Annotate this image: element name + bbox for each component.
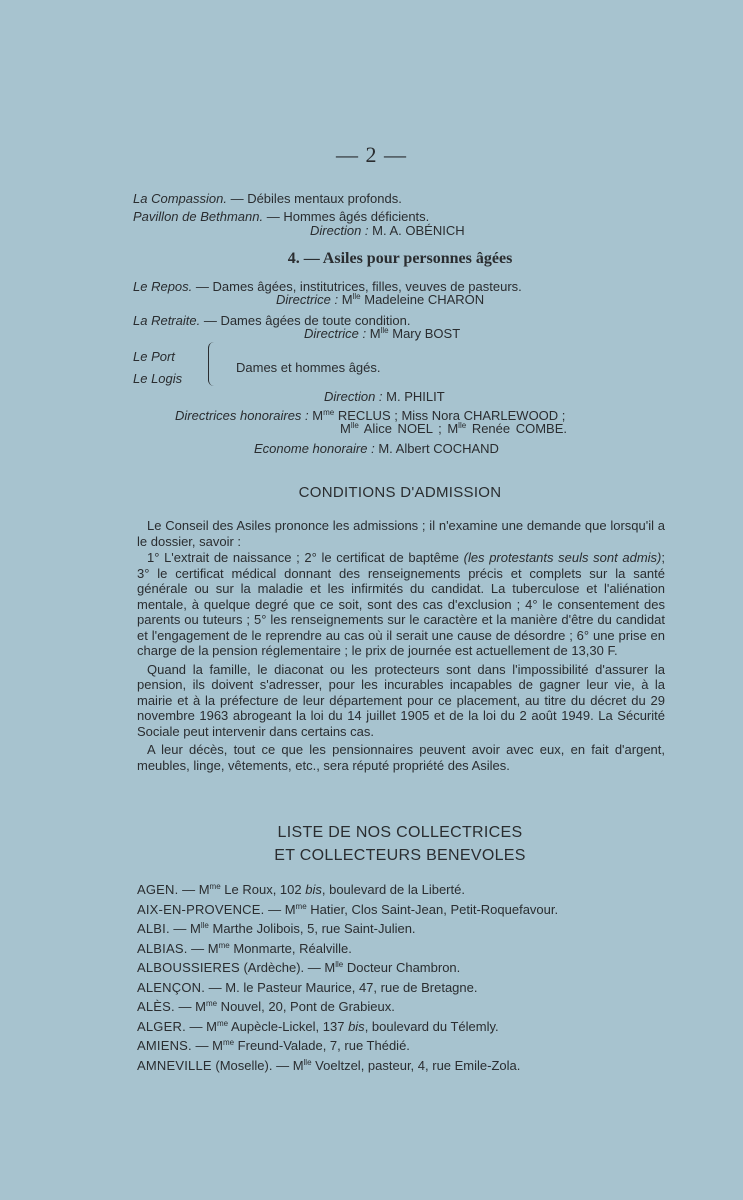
list-item-title-sup: lle [303, 1057, 312, 1067]
list-item-text: Nouvel, 20, Pont de Grabieux. [217, 999, 395, 1014]
bethmann-desc: — Hommes âgés déficients. [266, 209, 430, 224]
collector-list [137, 880, 558, 1075]
repos-title-sup: lle [352, 292, 361, 301]
list-item-title: M [212, 1038, 223, 1053]
list-item-city: AGEN. [137, 882, 179, 897]
repos-name: Le Repos. [133, 279, 193, 294]
list-item-text: Freund-Valade, 7, rue Thédié. [234, 1038, 410, 1053]
list-item-text: Docteur Chambron. [343, 960, 461, 975]
compassion-name: La Compassion. [133, 191, 227, 206]
liste-title-line-1: LISTE DE NOS COLLECTRICES [277, 824, 523, 841]
list-item-title-sup: me [216, 1018, 229, 1028]
liste-title-line-2: ET COLLECTEURS BENEVOLES [274, 847, 526, 864]
econome-value: M. Albert COCHAND [378, 441, 499, 456]
list-item-city: ALGER. [137, 1018, 186, 1034]
list-item-title-sup: lle [335, 960, 344, 969]
bethmann-name: Pavillon de Bethmann. [133, 209, 264, 224]
list-item-text: Monmarte, Réalville. [229, 940, 352, 956]
retraite-directrice [304, 326, 460, 341]
repos-directrice-label: Directrice : [276, 292, 339, 307]
honoraires-sup-2: lle [350, 421, 359, 430]
honoraires-sup-1: me [323, 408, 335, 417]
list-item-title: M [324, 960, 336, 975]
compassion-line [133, 191, 402, 206]
list-item-text: Hatier, Clos Saint-Jean, Petit-Roquefavour. [306, 901, 559, 917]
list-item-title: M [195, 999, 206, 1014]
list-item-text-end: , boulevard du Télemly. [364, 1018, 499, 1034]
retraite-directrice-label: Directrice : [304, 326, 367, 341]
list-item-text: Aupècle-Lickel, 137 [228, 1018, 349, 1034]
repos-desc: — Dames âgées, institutrices, filles, veuves de pasteurs. [195, 279, 522, 294]
list-item-title: M [198, 882, 210, 897]
list-item-title-sup: me [218, 940, 230, 950]
direction-philit-value: M. PHILIT [386, 389, 445, 404]
list-item-city: ALBOUSSIERES [137, 960, 240, 975]
list-item-city: ALENÇON. [137, 979, 206, 995]
conditions-title: CONDITIONS D'ADMISSION [298, 484, 502, 501]
conditions-p2-italic: (les protestants seuls sont admis) [463, 550, 662, 565]
retraite-title: M [369, 326, 381, 341]
list-item-title: M [207, 940, 219, 956]
bethmann-direction [310, 223, 465, 238]
list-item-title: M [206, 1018, 217, 1034]
list-item [137, 997, 558, 1017]
list-item-title-sup: me [295, 901, 307, 911]
list-item [137, 900, 558, 920]
page-number: — 2 — [336, 142, 407, 167]
econome-label: Econome honoraire : [254, 441, 375, 456]
brace-divider [208, 342, 219, 386]
section-4-title: 4. — Asiles pour personnes âgées [287, 250, 513, 267]
direction-philit [324, 389, 445, 404]
list-item-city: ALBI. [137, 921, 170, 936]
list-item-title-sup: me [205, 999, 218, 1008]
direction-philit-label: Direction : [324, 389, 383, 404]
list-item-text: Marthe Jolibois, 5, rue Saint-Julien. [208, 921, 416, 936]
list-item-italic: bis [305, 882, 322, 897]
list-item-sep: — [169, 921, 191, 936]
retraite-name: La Retraite. [133, 313, 201, 328]
list-item [137, 978, 558, 998]
list-item [137, 880, 558, 900]
list-item-city: AMIENS. [137, 1038, 192, 1053]
bethmann-line [133, 209, 429, 224]
list-item-sep: — [185, 1018, 207, 1034]
honoraires-title-3: M [447, 421, 459, 436]
list-item-sep: — [187, 940, 208, 956]
conditions-p4: A leur décès, tout ce que les pensionnaires peuvent avoir avec eux, en fait d'argent, meubles, linge, vêtements, etc., sera réputé propriété des Asiles. [137, 742, 665, 773]
list-item [137, 958, 558, 978]
retraite-desc: — Dames âgées de toute condition. [203, 313, 411, 328]
list-item-text: M. le Pasteur Maurice, 47, rue de Bretagne. [225, 979, 478, 995]
conditions-p2-b: ; 3° le certificat médical donnant des renseignements précis et complets sur la santé générale ou sur la maladie et les infirmités du candidat. La tuberculose et l'aliénation mentale, à quelque degré que ce soit, sont des cas d'exclusion ; 4° le consentement des parents ou tuteurs ; 5° les renseignements sur le caractère et la manière d'être du candidat et l'engagement de le reprendre au cas où il serait une cause de désordre ; 6° une prise en charge de la pension réglementaire ; le prix de journée est actuellement de 13,30 F. [137, 550, 665, 658]
honoraires-title-1: M [312, 408, 324, 423]
list-item-text: Voeltzel, pasteur, 4, rue Emile-Zola. [311, 1057, 521, 1073]
honoraires-names-2: Alice NOEL ; [363, 421, 442, 436]
retraite-title-sup: lle [380, 326, 389, 335]
list-item-title-sup: lle [200, 921, 209, 930]
honoraires-sup-3: lle [458, 421, 467, 430]
list-item [137, 1017, 558, 1037]
list-item-city: ALBIAS. [137, 940, 188, 956]
repos-title: M [341, 292, 353, 307]
honoraires-line-2 [340, 421, 567, 436]
list-item-city: AMNEVILLE [137, 1057, 212, 1073]
list-item [137, 939, 558, 959]
list-item-sep: — [174, 999, 196, 1014]
list-item-sep: (Moselle). — [211, 1057, 293, 1073]
list-item-sep: — [178, 882, 199, 897]
list-item-title-sup: me [222, 1038, 235, 1047]
direction-value: M. A. OBÉNICH [372, 223, 465, 238]
port-logis-desc: Dames et hommes âgés. [236, 360, 381, 375]
list-item-sep: — [205, 979, 226, 995]
list-item-city: ALÈS. [137, 999, 175, 1014]
list-item-italic: bis [348, 1018, 365, 1034]
repos-person: Madeleine CHARON [364, 292, 485, 307]
list-item [137, 919, 558, 939]
retraite-person: Mary BOST [392, 326, 461, 341]
conditions-p2-a: 1° L'extrait de naissance ; 2° le certificat de baptême [147, 550, 459, 565]
compassion-desc: — Débiles mentaux profonds. [230, 191, 402, 206]
list-item-sep: — [264, 901, 285, 917]
econome-line [254, 441, 499, 456]
list-item [137, 1036, 558, 1056]
honoraires-title-2: M [340, 421, 351, 436]
list-item-city: AIX-EN-PROVENCE. [137, 901, 265, 917]
honoraires-names-1: RECLUS ; Miss Nora CHARLEWOOD ; [337, 408, 566, 423]
list-item-text-end: , boulevard de la Liberté. [321, 882, 465, 897]
port-label: Le Port [133, 349, 175, 364]
list-item-title: M [292, 1057, 304, 1073]
list-item-sep: (Ardèche). — [239, 960, 325, 975]
repos-directrice [276, 292, 484, 307]
list-item [137, 1056, 558, 1076]
list-item-title: M [284, 901, 296, 917]
list-item-title-sup: me [209, 882, 221, 891]
conditions-p1: Le Conseil des Asiles prononce les admissions ; il n'examine une demande que lorsqu'il a le dossier, savoir : [137, 518, 665, 549]
honoraires-names-3: Renée COMBE. [471, 421, 568, 436]
conditions-p2 [137, 550, 665, 659]
honoraires-label: Directrices honoraires : [175, 408, 309, 423]
list-item-sep: — [191, 1038, 213, 1053]
direction-label: Direction : [310, 223, 369, 238]
list-item-title: M [190, 921, 201, 936]
list-item-text: Le Roux, 102 [220, 882, 306, 897]
conditions-p3: Quand la famille, le diaconat ou les protecteurs sont dans l'impossibilité d'assurer la pension, ils doivent s'adresser, pour les incurables incapables de gagner leur vie, à la mairie et à la préfecture de leur département pour ce placement, au titre du décret du 29 novembre 1963 abrogeant la loi du 14 juillet 1905 et de la loi du 2 août 1949. La Sécurité Sociale peut intervenir dans certains cas. [137, 661, 665, 739]
conditions-text [137, 518, 665, 773]
logis-label: Le Logis [133, 371, 183, 386]
